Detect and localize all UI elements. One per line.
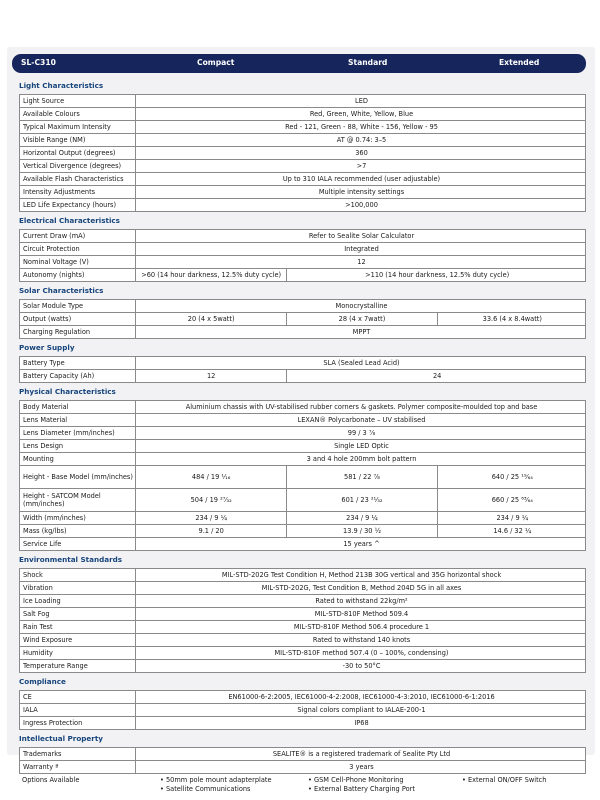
row-value: Up to 310 IALA recommended (user adjustable) — [282, 175, 441, 183]
row-value: IP68 — [354, 719, 369, 727]
row-value: 28 (4 x 7watt) — [286, 313, 436, 325]
row-label: Body Material — [20, 401, 136, 413]
row-label: Rain Test — [20, 621, 136, 633]
row-value: Red, Green, White, Yellow, Blue — [309, 110, 414, 118]
row-value: 234 / 9 ¼ — [437, 512, 587, 524]
spec-table — [19, 80, 586, 774]
section-title: Environmental Standards — [19, 555, 123, 564]
row-label: Temperature Range — [20, 660, 136, 672]
row-label: Current Draw (mA) — [20, 230, 136, 242]
row-label: Battery Capacity (Ah) — [20, 370, 136, 382]
row-label: Light Source — [20, 95, 136, 107]
section-title: Power Supply — [19, 343, 75, 352]
row-value: 3 and 4 hole 200mm bolt pattern — [306, 455, 417, 463]
table-row — [19, 147, 586, 160]
table-row — [19, 427, 586, 440]
row-value: 234 / 9 ¼ — [286, 512, 436, 524]
section-title: Solar Characteristics — [19, 286, 104, 295]
row-label: Warranty ª — [20, 761, 136, 773]
table-row — [19, 299, 586, 313]
row-value: MIL-STD-202G Test Condition H, Method 213B 30G vertical and 35G horizontal shock — [221, 571, 502, 579]
row-value: 601 / 23 ²¹⁄₃₂ — [286, 489, 436, 511]
options-label: Options Available — [22, 776, 80, 784]
table-row — [19, 440, 586, 453]
row-label: Mounting — [20, 453, 136, 465]
row-label: Output (watts) — [20, 313, 136, 325]
table-row — [19, 256, 586, 269]
row-label: Circuit Protection — [20, 243, 136, 255]
table-row — [19, 229, 586, 243]
row-value: 640 / 25 ¹⁹⁄₆₄ — [437, 466, 587, 488]
table-row — [19, 108, 586, 121]
option-item: • 50mm pole mount adapterplate — [160, 776, 272, 784]
row-value: >100,000 — [345, 201, 378, 209]
table-row — [19, 370, 586, 383]
section-title: Electrical Characteristics — [19, 216, 120, 225]
row-value: MIL-STD-810F method 507.4 (0 – 100%, condensing) — [274, 649, 449, 657]
row-value: LEXAN® Polycarbonate – UV stabilised — [297, 416, 426, 424]
table-row — [19, 121, 586, 134]
row-label: Battery Type — [20, 357, 136, 369]
table-row — [19, 199, 586, 212]
row-value: EN61000-6-2:2005, IEC61000-4-2:2008, IEC61000-4-3:2010, IEC61000-6-1:2016 — [228, 693, 495, 701]
row-value: >60 (14 hour darkness, 12.5% duty cycle) — [141, 271, 282, 279]
table-row — [19, 400, 586, 414]
row-label: Charging Regulation — [20, 326, 136, 338]
row-label: Lens Material — [20, 414, 136, 426]
row-value: SLA (Sealed Lead Acid) — [323, 359, 400, 367]
row-label: Height - Base Model (mm/inches) — [20, 466, 136, 488]
row-label: Shock — [20, 569, 136, 581]
row-label: Trademarks — [20, 748, 136, 760]
row-label: Mass (kg/lbs) — [20, 525, 136, 537]
table-row — [19, 186, 586, 199]
row-value: MPPT — [352, 328, 371, 336]
table-row — [19, 466, 586, 489]
row-label: Lens Design — [20, 440, 136, 452]
row-value: MIL-STD-810F Method 506.4 procedure 1 — [293, 623, 430, 631]
row-value: Single LED Optic — [334, 442, 389, 450]
row-value: 504 / 19 ²⁷⁄₃₂ — [190, 496, 232, 504]
row-value: 360 — [355, 149, 368, 157]
row-value: Rated to withstand 22kg/m² — [315, 597, 408, 605]
column-standard: Standard — [348, 58, 388, 67]
row-label: Available Colours — [20, 108, 136, 120]
row-label: Height - SATCOM Model (mm/inches) — [20, 489, 136, 511]
row-value: 24 — [286, 370, 587, 382]
table-row — [19, 525, 586, 538]
row-value: Red - 121, Green - 88, White - 156, Yellow - 95 — [285, 123, 438, 131]
row-value: 14.6 / 32 ¼ — [437, 525, 587, 537]
table-row — [19, 326, 586, 339]
table-row — [19, 453, 586, 466]
row-value: SEALITE® is a registered trademark of Sealite Pty Ltd — [272, 750, 451, 758]
row-value: 3 years — [349, 763, 374, 771]
options-row — [19, 775, 586, 799]
row-label: Width (mm/inches) — [20, 512, 136, 524]
table-row — [19, 160, 586, 173]
table-row — [19, 94, 586, 108]
row-value: -30 to 50°C — [342, 662, 381, 670]
table-row — [19, 704, 586, 717]
table-row — [19, 690, 586, 704]
row-value: 13.9 / 30 ½ — [286, 525, 436, 537]
row-label: Available Flash Characteristics — [20, 173, 136, 185]
table-row — [19, 634, 586, 647]
column-compact: Compact — [197, 58, 235, 67]
row-value: Monocrystalline — [335, 302, 388, 310]
row-label: Vibration — [20, 582, 136, 594]
row-value: >7 — [356, 162, 367, 170]
table-row — [19, 717, 586, 730]
row-value: Signal colors compliant to IALAE-200-1 — [297, 706, 426, 714]
row-value: 484 / 19 ¹⁄₁₆ — [191, 473, 231, 481]
row-value: Refer to Sealite Solar Calculator — [308, 232, 415, 240]
row-value: Rated to withstand 140 knots — [312, 636, 411, 644]
row-value: 20 (4 x 5watt) — [187, 315, 235, 323]
table-row — [19, 608, 586, 621]
table-row — [19, 489, 586, 512]
row-value: Integrated — [344, 245, 379, 253]
row-value: LED — [355, 97, 368, 105]
row-label: Visible Range (NM) — [20, 134, 136, 146]
table-row — [19, 595, 586, 608]
row-value: MIL-STD-810F Method 509.4 — [314, 610, 409, 618]
row-label: Salt Fog — [20, 608, 136, 620]
row-label: Humidity — [20, 647, 136, 659]
row-label: Intensity Adjustments — [20, 186, 136, 198]
section-title: Light Characteristics — [19, 81, 104, 90]
row-value: 33.6 (4 x 8.4watt) — [437, 313, 587, 325]
row-label: Vertical Divergence (degrees) — [20, 160, 136, 172]
model-name: SL-C310 — [21, 58, 56, 67]
table-row — [19, 269, 586, 282]
row-label: Solar Module Type — [20, 300, 136, 312]
row-value: Multiple intensity settings — [318, 188, 405, 196]
option-item: • External Battery Charging Port — [308, 785, 415, 793]
section-title: Intellectual Property — [19, 734, 103, 743]
table-row — [19, 356, 586, 370]
row-value: Aluminium chassis with UV-stabilised rubber corners & gaskets. Polymer composite-moulded top and base — [185, 403, 538, 411]
row-value: 12 — [357, 258, 366, 266]
option-item: • Satellite Communications — [160, 785, 251, 793]
table-row — [19, 761, 586, 774]
row-label: Service Life — [20, 538, 136, 550]
row-value: >110 (14 hour darkness, 12.5% duty cycle) — [286, 269, 587, 281]
table-row — [19, 414, 586, 427]
section-title: Physical Characteristics — [19, 387, 116, 396]
row-label: Horizontal Output (degrees) — [20, 147, 136, 159]
row-label: IALA — [20, 704, 136, 716]
row-value: 15 years ^ — [343, 540, 380, 548]
row-label: Ice Loading — [20, 595, 136, 607]
table-row — [19, 243, 586, 256]
table-row — [19, 660, 586, 673]
row-label: LED Life Expectancy (hours) — [20, 199, 136, 211]
table-row — [19, 582, 586, 595]
table-row — [19, 647, 586, 660]
option-item: • GSM Cell-Phone Monitoring — [308, 776, 404, 784]
table-header-bar — [12, 54, 586, 73]
row-value: MIL-STD-202G, Test Condition B, Method 204D 5G in all axes — [261, 584, 462, 592]
table-row — [19, 134, 586, 147]
row-label: Ingress Protection — [20, 717, 136, 729]
row-value: 234 / 9 ¼ — [195, 514, 227, 522]
row-value: 12 — [206, 372, 216, 380]
row-label: CE — [20, 691, 136, 703]
table-row — [19, 621, 586, 634]
row-label: Typical Maximum Intensity — [20, 121, 136, 133]
row-value: 581 / 22 ⅞ — [286, 466, 436, 488]
row-label: Wind Exposure — [20, 634, 136, 646]
table-row — [19, 173, 586, 186]
row-value: 9.1 / 20 — [198, 527, 224, 535]
column-extended: Extended — [499, 58, 540, 67]
section-title: Compliance — [19, 677, 66, 686]
table-row — [19, 538, 586, 551]
table-row — [19, 747, 586, 761]
row-label: Nominal Voltage (V) — [20, 256, 136, 268]
option-item: • External ON/OFF Switch — [462, 776, 547, 784]
table-row — [19, 568, 586, 582]
table-row — [19, 313, 586, 326]
row-label: Lens Diameter (mm/inches) — [20, 427, 136, 439]
row-label: Autonomy (nights) — [20, 269, 136, 281]
row-value: AT @ 0.74: 3–5 — [336, 136, 387, 144]
row-value: 660 / 25 ⁶³⁄₆₄ — [437, 489, 587, 511]
row-value: 99 / 3 ⅞ — [347, 429, 376, 437]
table-row — [19, 512, 586, 525]
